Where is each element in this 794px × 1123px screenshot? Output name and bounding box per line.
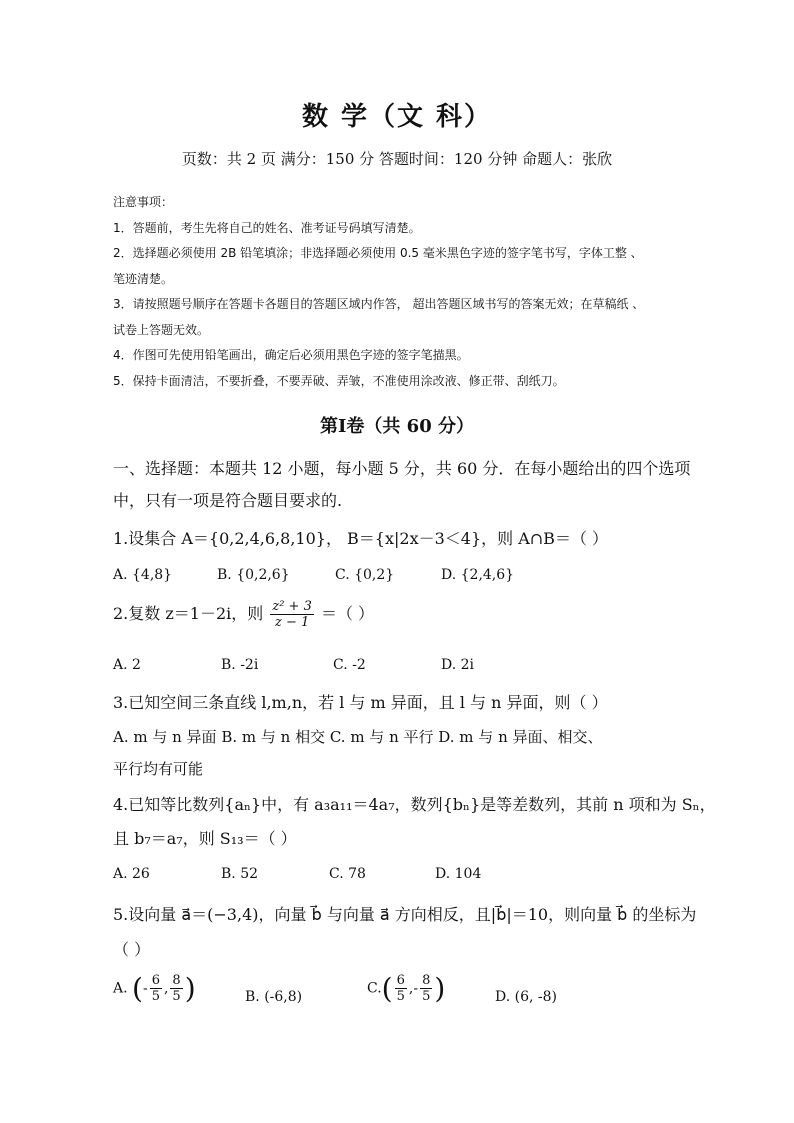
fraction (150, 973, 162, 1004)
question-4-stem-cont: 且 b₇＝a₇，则 S₁₃＝（ ） (113, 829, 297, 848)
question-4-option-c: C. 78 (329, 866, 366, 882)
fraction-denominator: 5 (422, 989, 431, 1004)
question-3-stem: 3.已知空间三条直线 l,m,n，若 l 与 m 异面，且 l 与 n 异面，则（ ） (113, 693, 608, 712)
question-5-stem: 5.设向量 a⃗＝(−3,4)，向量 b⃗ 与向量 a⃗ 方向相反，且|b⃗|＝10，则向量 b⃗ 的坐标为 (113, 905, 697, 924)
question-5-option-d: D. (6, -8) (495, 989, 557, 1005)
fraction (420, 973, 432, 1004)
question-2-stem-end: ＝（ ） (320, 604, 375, 623)
fraction-numerator: z² + 3 (272, 599, 312, 614)
question-5-stem-cont: （ ） (113, 940, 151, 959)
comma-minus: ,- (408, 980, 419, 997)
question-3-options-cont: 平行均有可能 (113, 760, 204, 778)
question-5-option-b: B. (-6,8) (245, 989, 303, 1005)
page-subtitle: 页数：共 2 页 满分：150 分 答题时间：120 分钟 命题人：张欣 (181, 150, 613, 168)
question-1-option-d: D. {2,4,6} (441, 567, 515, 583)
question-2-option-c: C. -2 (333, 657, 366, 673)
question-2-stem (113, 599, 374, 630)
notes-item: 4．作图可先使用铅笔画出，确定后必须用黑色字迹的签字笔描黑。 (113, 348, 469, 362)
question-5-option-c (367, 972, 445, 1005)
comma: , (163, 980, 169, 997)
question-1-option-c: C. {0,2} (335, 567, 395, 583)
section-title: 第Ⅰ卷（共 60 分） (319, 416, 474, 437)
question-1-option-b: B. {0,2,6} (217, 567, 290, 583)
notes-item: 3．请按照题号顺序在答题卡各题目的答题区域内作答， 超出答题区域书写的答案无效；在草稿纸 、 (113, 297, 645, 311)
question-2-option-d: D. 2i (441, 657, 475, 673)
fraction-denominator: z − 1 (274, 615, 310, 630)
question-2-option-a: A. 2 (113, 657, 141, 673)
section-intro-line: 一、选择题：本题共 12 小题，每小题 5 分，共 60 分．在每小题给出的四个选项 (113, 459, 691, 478)
fraction-denominator: 5 (396, 989, 405, 1004)
question-3-options: A. m 与 n 异面 B. m 与 n 相交 C. m 与 n 平行 D. m 与 n 异面、相交、 (113, 728, 603, 746)
fraction (170, 973, 182, 1004)
question-2-option-b: B. -2i (221, 657, 259, 673)
right-paren: ) (184, 972, 196, 1005)
option-label: A. (113, 980, 128, 997)
notes-item: 笔迹清楚。 (113, 271, 174, 286)
fraction-numerator: 6 (396, 973, 405, 988)
fraction-denominator: 5 (151, 989, 160, 1004)
notes-heading: 注意事项： (113, 195, 174, 209)
question-1-stem: 1.设集合 A＝{0,2,4,6,8,10}， B＝{x|2x－3＜4}，则 A∩B＝（ ） (113, 529, 609, 548)
notes-item: 试卷上答题无效。 (113, 322, 210, 337)
fraction-numerator: 8 (172, 973, 181, 988)
left-paren: ( (381, 972, 393, 1005)
question-4-option-b: B. 52 (221, 866, 259, 882)
fraction (395, 973, 407, 1004)
page-title: 数 学（文 科） (301, 102, 493, 132)
minus-sign: - (142, 980, 148, 997)
notes-item: 2．选择题必须使用 2B 铅笔填涂；非选择题必须使用 0.5 毫米黑色字迹的签字笔书写，字体工整 、 (113, 246, 643, 260)
question-4-option-a: A. 26 (113, 866, 150, 882)
fraction-numerator: 6 (151, 973, 160, 988)
question-2-fraction (270, 599, 314, 630)
question-5-option-a (113, 972, 196, 1005)
fraction-denominator: 5 (172, 989, 181, 1004)
left-paren: ( (132, 972, 143, 1005)
notes-item: 1．答题前，考生先将自己的姓名、准考证号码填写清楚。 (113, 220, 421, 235)
question-4-option-d: D. 104 (435, 866, 482, 882)
question-4-stem: 4.已知等比数列{aₙ}中，有 a₃a₁₁＝4a₇，数列{bₙ}是等差数列，其前 n 项和为 Sₙ， (113, 795, 716, 814)
option-label: C. (367, 980, 382, 997)
question-2-stem-start: 2.复数 z＝1－2i，则 (113, 604, 264, 623)
right-paren: ) (434, 972, 446, 1005)
notes-block (113, 190, 683, 394)
notes-item: 5．保持卡面清洁，不要折叠，不要弄破、弄皱，不准使用涂改液、修正带、刮纸刀。 (113, 373, 565, 388)
section-intro-line: 中，只有一项是符合题目要求的. (113, 491, 343, 510)
question-1-option-a: A. {4,8} (113, 567, 173, 583)
fraction-numerator: 8 (422, 973, 431, 988)
